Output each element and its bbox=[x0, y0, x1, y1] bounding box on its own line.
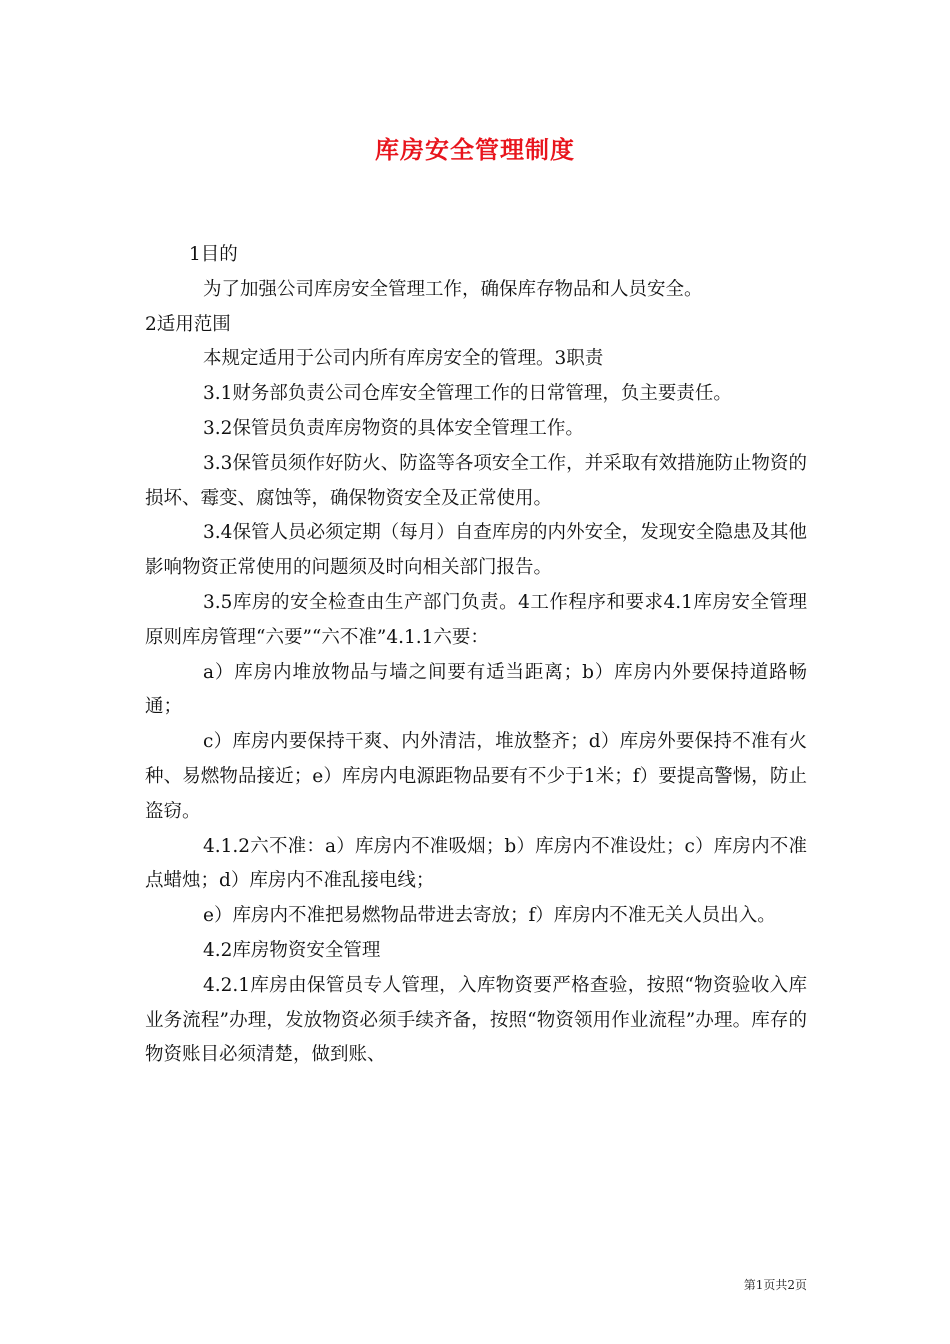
paragraph: 4.1.2六不准：a）库房内不准吸烟；b）库房内不准设灶；c）库房内不准点蜡烛；d）库房内不准乱接电线； bbox=[145, 835, 807, 892]
paragraph: 4.2.1库房由保管员专人管理，入库物资要严格查验，按照“物资验收入库业务流程”办理，发放物资必须手续齐备，按照“物资领用作业流程”办理。库存的物资账目必须清楚，做到账、 bbox=[145, 974, 807, 1066]
paragraph: 2适用范围 bbox=[145, 313, 231, 335]
page-indicator: 第1页共2页 bbox=[743, 1278, 807, 1292]
paragraph: 4.2库房物资安全管理 bbox=[203, 939, 381, 961]
paragraph: 3.4保管人员必须定期（每月）自查库房的内外安全，发现安全隐患及其他影响物资正常使用的问题须及时向相关部门报告。 bbox=[145, 522, 807, 579]
paragraph: 3.3保管员须作好防火、防盗等各项安全工作，并采取有效措施防止物资的损坏、霉变、腐蚀等，确保物资安全及正常使用。 bbox=[145, 452, 807, 509]
paragraph: 为了加强公司库房安全管理工作，确保库存物品和人员安全。 bbox=[203, 278, 703, 300]
paragraph: 3.2保管员负责库房物资的具体安全管理工作。 bbox=[203, 417, 584, 439]
paragraph: 本规定适用于公司内所有库房安全的管理。3职责 bbox=[203, 348, 604, 370]
paragraph: e）库房内不准把易燃物品带进去寄放；f）库房内不准无关人员出入。 bbox=[203, 905, 776, 927]
document-body bbox=[145, 238, 807, 1073]
paragraph: c）库房内要保持干爽、内外清洁，堆放整齐；d）库房外要保持不准有火种、易燃物品接近；e）库房内电源距物品要有不少于1米；f）要提高警惕，防止盗窃。 bbox=[145, 731, 807, 822]
document-title: 库房安全管理制度 bbox=[375, 136, 575, 164]
paragraph: 3.5库房的安全检查由生产部门负责。4工作程序和要求4.1库房安全管理原则库房管理“六要”“六不准”4.1.1六要： bbox=[145, 591, 807, 648]
paragraph: 3.1财务部负责公司仓库安全管理工作的日常管理，负主要责任。 bbox=[203, 383, 732, 405]
paragraph: a）库房内堆放物品与墙之间要有适当距离；b）库房内外要保持道路畅通； bbox=[145, 661, 807, 718]
paragraph: 1目的 bbox=[189, 244, 238, 265]
